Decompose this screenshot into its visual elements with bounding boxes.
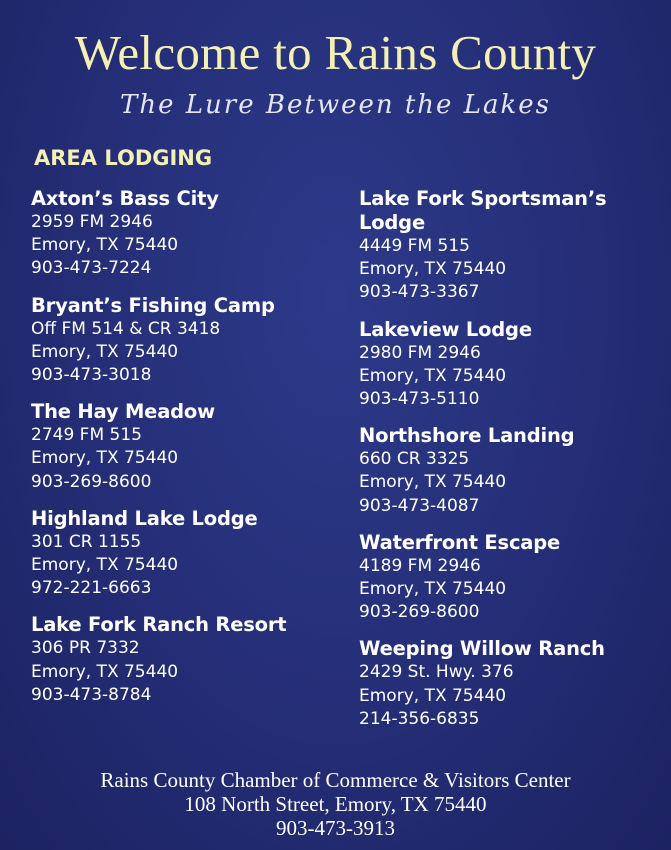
lodging-address: 306 PR 7332 — [31, 638, 140, 659]
lodging-entry — [359, 424, 649, 518]
tagline: The Lure Between the Lakes — [120, 90, 551, 120]
lodging-city: Emory, TX 75440 — [359, 472, 507, 493]
lodging-name: Waterfront Escape — [359, 530, 561, 554]
lodging-address: 2749 FM 515 — [31, 425, 142, 446]
lodging-address: 660 CR 3325 — [359, 449, 470, 470]
lodging-phone: 972-221-6663 — [31, 578, 152, 599]
lodging-phone: 214-356-6835 — [359, 708, 480, 729]
lodging-address: 4189 FM 2946 — [359, 555, 481, 576]
lodging-city: Emory, TX 75440 — [31, 448, 179, 469]
lodging-address: 4449 FM 515 — [359, 236, 470, 256]
lodging-city: Emory, TX 75440 — [359, 259, 507, 280]
footer — [0, 768, 671, 840]
lodging-city: Emory, TX 75440 — [31, 661, 179, 682]
lodging-entry — [359, 187, 649, 305]
lodging-entry — [31, 400, 331, 494]
lodging-phone: 903-269-8600 — [31, 471, 152, 492]
lodging-name: Bryant’s Fishing Camp — [31, 293, 275, 317]
lodging-address: Off FM 514 & CR 3418 — [31, 318, 221, 339]
lodging-address: 2429 St. Hwy. 376 — [359, 662, 514, 683]
lodging-phone: 903-473-3018 — [31, 365, 152, 386]
section-title: AREA LODGING — [34, 146, 213, 170]
lodging-name: Lake Fork Ranch Resort — [31, 613, 287, 637]
lodging-address: 2959 FM 2946 — [31, 212, 153, 232]
lodging-entry — [359, 531, 649, 625]
lodging-name: Weeping Willow Ranch — [359, 637, 605, 661]
footer-phone: 903-473-3913 — [276, 816, 395, 840]
lodging-entry — [31, 187, 331, 281]
lodging-name: Northshore Landing — [359, 424, 575, 448]
lodging-city: Emory, TX 75440 — [31, 235, 179, 256]
footer-organization: Rains County Chamber of Commerce & Visitors Center — [100, 768, 571, 792]
lodging-address: 301 CR 1155 — [31, 531, 142, 552]
lodging-city: Emory, TX 75440 — [359, 579, 507, 600]
lodging-city: Emory, TX 75440 — [31, 341, 179, 362]
lodging-address: 2980 FM 2946 — [359, 342, 481, 363]
lodging-phone: 903-269-8600 — [359, 602, 480, 623]
lodging-city: Emory, TX 75440 — [359, 365, 507, 386]
lodging-phone: 903-473-5110 — [359, 389, 480, 410]
lodging-entry — [31, 507, 331, 601]
lodging-column-left — [31, 187, 331, 720]
page-title: Welcome to Rains County — [74, 25, 597, 80]
lodging-name: Lake Fork Sportsman’s Lodge — [359, 187, 607, 234]
lodging-city: Emory, TX 75440 — [31, 555, 179, 576]
lodging-entry — [31, 294, 331, 388]
lodging-city: Emory, TX 75440 — [359, 685, 507, 706]
lodging-name: The Hay Meadow — [31, 400, 215, 424]
lodging-phone: 903-473-8784 — [31, 684, 152, 705]
lodging-name: Highland Lake Lodge — [31, 506, 258, 530]
lodging-phone: 903-473-7224 — [31, 258, 152, 279]
lodging-entry — [359, 318, 649, 412]
footer-address: 108 North Street, Emory, TX 75440 — [184, 792, 487, 816]
lodging-name: Lakeview Lodge — [359, 317, 532, 341]
lodging-phone: 903-473-4087 — [359, 495, 480, 516]
lodging-entry — [359, 637, 649, 731]
lodging-phone: 903-473-3367 — [359, 282, 480, 303]
lodging-entry — [31, 613, 331, 707]
lodging-name: Axton’s Bass City — [31, 187, 219, 210]
lodging-column-right — [359, 187, 649, 744]
